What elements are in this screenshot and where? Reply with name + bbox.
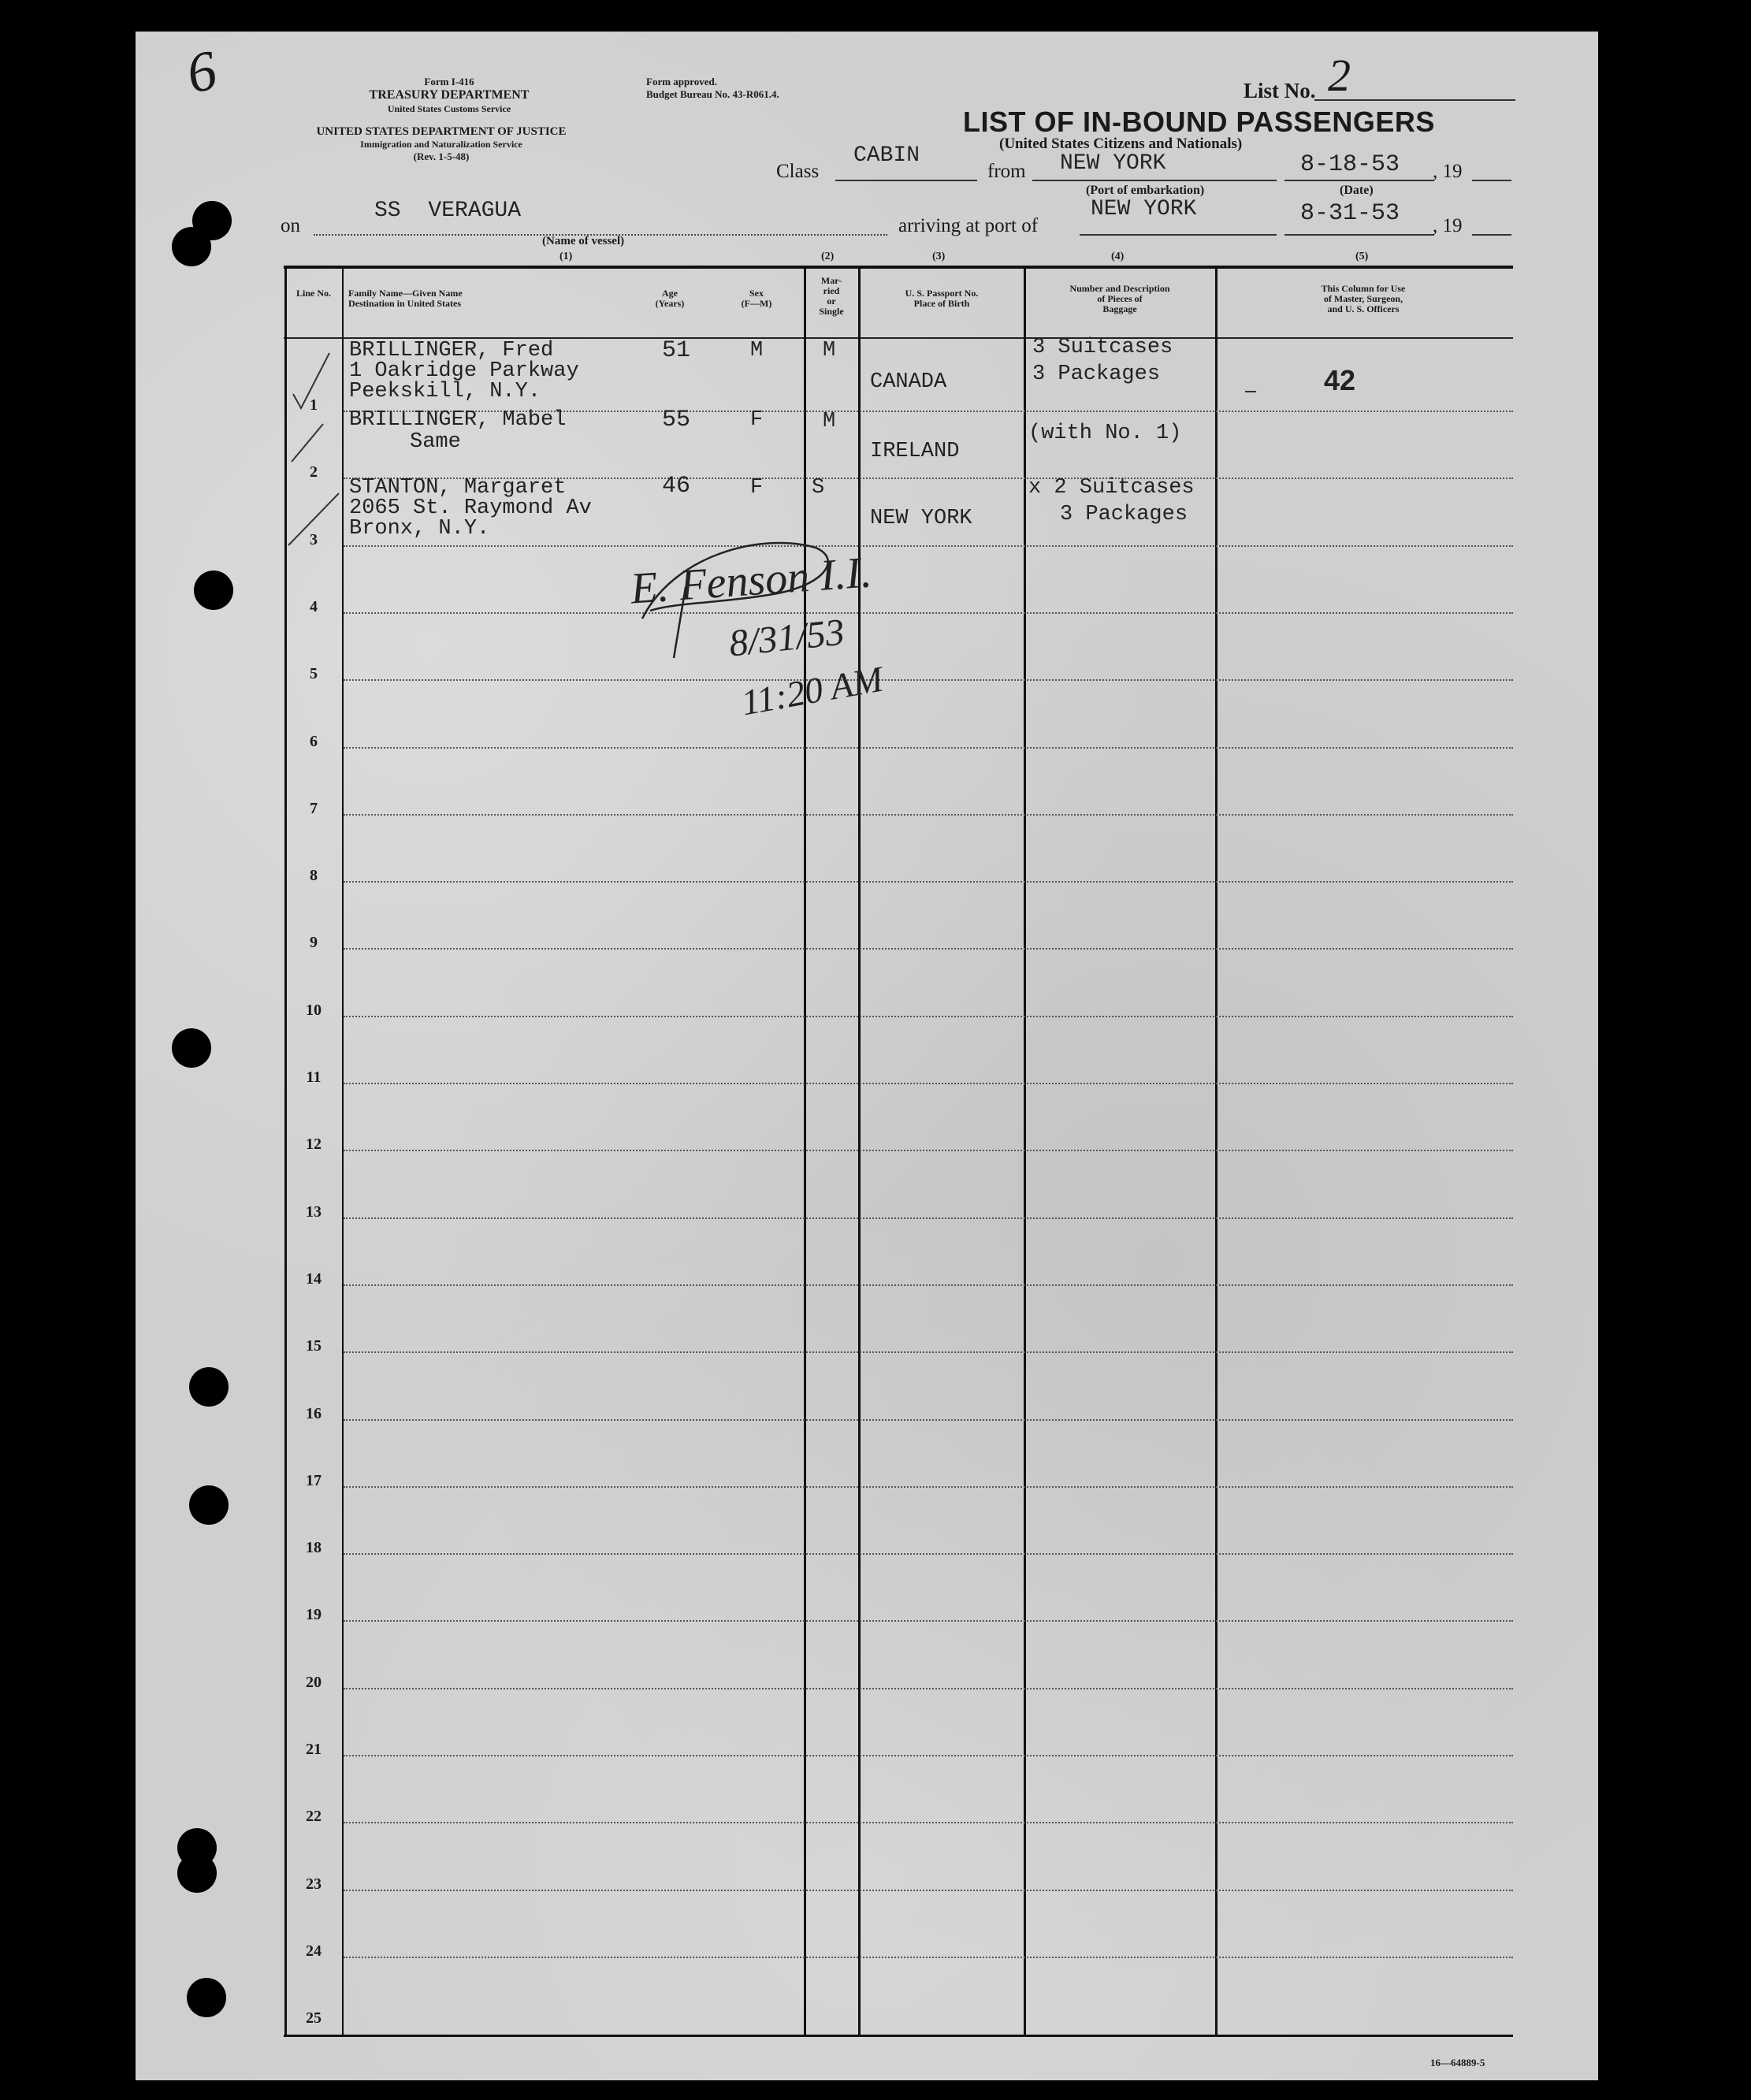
line-number: 21 — [306, 1741, 322, 1758]
signature-date: 8/31/53 — [727, 611, 847, 665]
line-number: 25 — [306, 2009, 322, 2027]
row-divider — [344, 1755, 1513, 1756]
line-number: 19 — [306, 1606, 322, 1623]
passenger-age: 51 — [662, 337, 691, 364]
punch-hole — [172, 1028, 211, 1068]
year-underline — [1472, 234, 1511, 236]
class-underline — [835, 180, 977, 181]
row-divider — [344, 679, 1513, 681]
check-mark — [293, 353, 329, 408]
punch-hole — [187, 1978, 226, 2017]
passenger-age: 55 — [662, 407, 691, 433]
passenger-baggage: x 2 Suitcases — [1028, 476, 1195, 500]
from-underline — [1032, 180, 1277, 181]
row-divider — [344, 545, 1513, 547]
form-revision: (Rev. 1-5-48) — [413, 151, 470, 162]
officer-dash — [1245, 391, 1256, 392]
arrival-port-value: NEW YORK — [1091, 197, 1197, 221]
row-divider — [344, 1890, 1513, 1891]
line-number: 15 — [306, 1337, 322, 1355]
passenger-destination: Peekskill, N.Y. — [349, 380, 541, 403]
line-number: 16 — [306, 1405, 322, 1422]
line-number: 13 — [306, 1203, 322, 1221]
column-number: (5) — [1355, 251, 1369, 262]
row-divider — [344, 1284, 1513, 1286]
column-number: (2) — [821, 251, 835, 262]
year-underline — [1472, 180, 1511, 181]
form-approved: Form approved. — [646, 76, 718, 87]
check-marks — [284, 339, 355, 559]
row-divider — [344, 1688, 1513, 1689]
row-divider — [344, 1419, 1513, 1421]
document-subtitle: (United States Citizens and Nationals) — [999, 136, 1243, 152]
passenger-baggage: 3 Packages — [1032, 362, 1161, 386]
document-title: LIST OF IN-BOUND PASSENGERS — [963, 106, 1435, 138]
row-divider — [344, 1083, 1513, 1084]
passenger-name: STANTON, Margaret — [349, 476, 567, 500]
passenger-birthplace: IRELAND — [870, 440, 960, 463]
passenger-baggage: (with No. 1) — [1028, 422, 1182, 445]
departure-date: 8-18-53 — [1300, 151, 1400, 178]
line-number: 12 — [306, 1135, 322, 1153]
table-bottom-border — [284, 2035, 1513, 2037]
vessel-name-caption: (Name of vessel) — [542, 235, 625, 247]
from-label: from — [987, 161, 1026, 182]
header-line-no: Line No. — [296, 288, 331, 299]
line-number: 10 — [306, 1002, 322, 1019]
line-number: 17 — [306, 1472, 322, 1489]
immigration-service: Immigration and Naturalization Service — [360, 139, 522, 150]
line-number: 1 — [310, 396, 318, 414]
header-passport-birthplace: U. S. Passport No. Place of Birth — [905, 288, 979, 309]
handwritten-page-mark: 6 — [180, 38, 222, 106]
arriving-at-port-label: arriving at port of — [898, 215, 1039, 236]
header-baggage: Number and Description of Pieces of Baggage — [1069, 283, 1170, 314]
list-no-label: List No. — [1244, 79, 1316, 102]
line-number: 11 — [306, 1069, 322, 1086]
departure-date-underline — [1284, 180, 1434, 181]
passenger-age: 46 — [662, 473, 691, 500]
on-label: on — [281, 215, 300, 236]
form-number: Form I-416 — [424, 76, 474, 87]
row-divider — [344, 1351, 1513, 1353]
line-number: 6 — [310, 733, 318, 750]
line-number: 18 — [306, 1539, 322, 1556]
passenger-baggage: 3 Suitcases — [1032, 336, 1173, 359]
footer-form-number: 16—64889-5 — [1430, 2057, 1485, 2068]
passenger-sex: F — [750, 408, 764, 432]
line-number: 4 — [310, 598, 318, 615]
punch-hole — [177, 1853, 217, 1893]
punch-hole — [194, 571, 233, 610]
header-married-single: Mar- ried or Single — [819, 275, 844, 317]
passenger-baggage: 3 Packages — [1060, 503, 1188, 526]
line-number: 5 — [310, 665, 318, 682]
table-top-border — [284, 266, 1513, 269]
list-no-underline — [1314, 99, 1515, 101]
class-value: CABIN — [853, 143, 920, 168]
line-number: 22 — [306, 1808, 322, 1825]
line-number: 14 — [306, 1270, 322, 1288]
justice-department: UNITED STATES DEPARTMENT OF JUSTICE — [316, 125, 567, 138]
signature-name: E. Fenson I.I. — [629, 548, 874, 614]
passenger-marital-status: S — [812, 476, 825, 500]
date-caption: (Date) — [1340, 184, 1374, 197]
passenger-destination: Same — [410, 430, 461, 454]
list-no-value: 2 — [1328, 50, 1351, 101]
row-divider — [344, 881, 1513, 883]
port-embarkation-caption: (Port of embarkation) — [1086, 184, 1205, 197]
passenger-destination: 2065 St. Raymond Av — [349, 496, 592, 520]
passenger-destination: 1 Oakridge Parkway — [349, 359, 579, 383]
passenger-sex: F — [750, 476, 764, 500]
row-divider — [344, 1957, 1513, 1958]
line-number: 23 — [306, 1875, 322, 1893]
row-divider — [344, 1486, 1513, 1488]
passenger-birthplace: NEW YORK — [870, 507, 972, 530]
punch-hole — [172, 227, 211, 266]
punch-hole — [189, 1485, 229, 1525]
row-divider — [344, 1217, 1513, 1219]
line-number: 9 — [310, 934, 318, 951]
class-label: Class — [776, 161, 820, 182]
signature-time: 11:20 AM — [738, 658, 887, 723]
from-port-value: NEW YORK — [1060, 151, 1166, 176]
customs-service: United States Customs Service — [387, 103, 511, 114]
row-divider — [344, 814, 1513, 816]
vessel-name: SS VERAGUA — [374, 199, 522, 223]
line-number: 24 — [306, 1942, 322, 1960]
line-number: 7 — [310, 800, 318, 817]
header-name-destination: Family Name—Given Name Destination in United States — [348, 288, 463, 309]
arrival-date: 8-31-53 — [1300, 200, 1400, 227]
row-divider — [344, 1150, 1513, 1151]
check-mark — [292, 424, 323, 462]
budget-bureau: Budget Bureau No. 43-R061.4. — [646, 88, 779, 100]
passenger-marital-status: M — [823, 410, 836, 433]
passenger-name: BRILLINGER, Fred — [349, 339, 554, 362]
passenger-marital-status: M — [823, 339, 836, 362]
row-divider — [344, 612, 1513, 614]
column-number: (1) — [560, 251, 573, 262]
row-divider — [344, 1620, 1513, 1622]
year-suffix: , 19 — [1433, 161, 1463, 182]
header-age: Age (Years) — [655, 288, 685, 309]
passenger-name: BRILLINGER, Mabel — [349, 408, 567, 432]
line-number: 20 — [306, 1674, 322, 1691]
row-divider — [344, 1016, 1513, 1017]
passenger-sex: M — [750, 339, 764, 362]
row-divider — [344, 747, 1513, 749]
year-suffix: , 19 — [1433, 215, 1463, 236]
check-mark — [288, 493, 339, 545]
row-divider — [344, 1822, 1513, 1823]
line-number: 2 — [310, 463, 318, 481]
punch-hole — [189, 1367, 229, 1407]
line-number: 8 — [310, 867, 318, 884]
passenger-birthplace: CANADA — [870, 370, 947, 394]
column-number: (4) — [1111, 251, 1125, 262]
arrival-port-underline — [1080, 234, 1277, 236]
arrival-date-underline — [1284, 234, 1434, 236]
officer-notation: 42 — [1324, 364, 1356, 396]
line-number: 3 — [310, 531, 318, 548]
treasury-department: TREASURY DEPARTMENT — [369, 88, 530, 102]
column-number: (3) — [932, 251, 946, 262]
row-divider — [344, 948, 1513, 950]
header-sex: Sex (F—M) — [741, 288, 772, 309]
row-divider — [344, 1553, 1513, 1555]
header-officers-use: This Column for Use of Master, Surgeon, and U. S. Officers — [1321, 283, 1406, 314]
passenger-destination: Bronx, N.Y. — [349, 517, 490, 541]
